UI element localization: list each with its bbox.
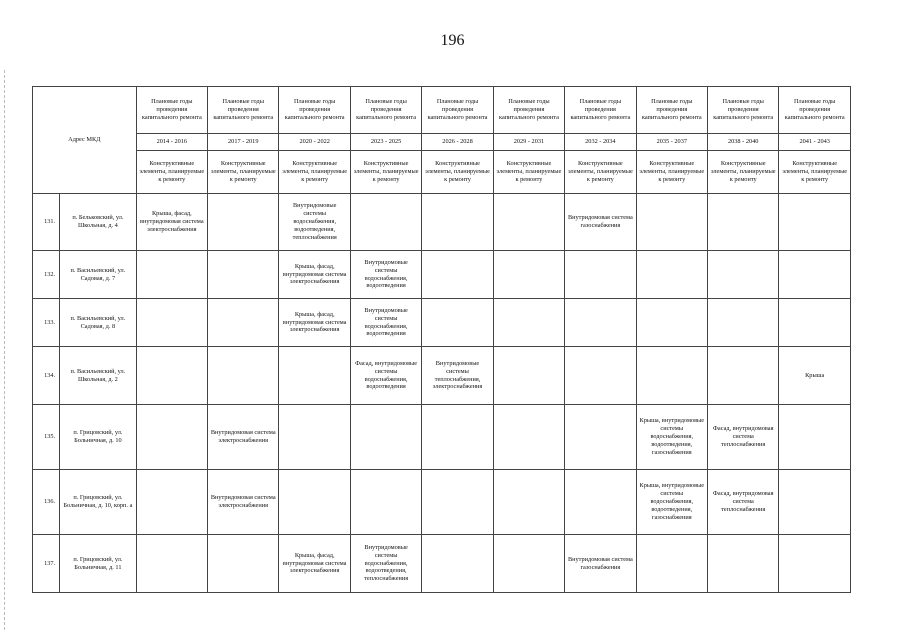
period-1: 2014 - 2016	[136, 134, 207, 151]
repair-cell-2035-2037	[636, 347, 707, 405]
repair-cell-2026-2028	[422, 535, 493, 593]
repair-cell-2041-2043	[779, 405, 851, 470]
repair-cell-2029-2031	[493, 347, 564, 405]
table-row	[33, 251, 851, 299]
period-9: 2038 - 2040	[708, 134, 779, 151]
years-caption-2: Плановые годы проведения капитального ремонта	[208, 87, 279, 134]
years-caption-6: Плановые годы проведения капитального ремонта	[493, 87, 564, 134]
table-row	[33, 194, 851, 251]
row-address: п. Васильевский, ул. Садовая, д. 7	[60, 251, 136, 299]
repair-cell-2038-2040	[708, 347, 779, 405]
repair-cell-2041-2043	[779, 535, 851, 593]
repair-cell-2038-2040: Фасад, внутридомовая система теплоснабжения	[708, 405, 779, 470]
repair-cell-2038-2040	[708, 251, 779, 299]
repair-cell-2023-2025	[350, 405, 421, 470]
repair-cell-2017-2019	[208, 535, 279, 593]
row-number: 131.	[33, 194, 60, 251]
repair-cell-2023-2025: Фасад, внутридомовые системы водоснабжения, водоотведения	[350, 347, 421, 405]
repair-cell-2014-2016	[136, 470, 207, 535]
repair-cell-2029-2031	[493, 535, 564, 593]
repair-cell-2038-2040	[708, 194, 779, 251]
table-row	[33, 347, 851, 405]
repair-cell-2032-2034: Внутридомовая система газоснабжения	[565, 535, 636, 593]
repair-cell-2041-2043	[779, 299, 851, 347]
elements-caption-3: Конструктивные элементы, планируемые к ремонту	[279, 151, 350, 194]
row-address: п. Грицовский, ул. Больничная, д. 10, корп. а	[60, 470, 136, 535]
years-caption-4: Плановые годы проведения капитального ремонта	[350, 87, 421, 134]
period-3: 2020 - 2022	[279, 134, 350, 151]
repair-cell-2014-2016	[136, 405, 207, 470]
table-header	[33, 87, 851, 194]
years-caption-7: Плановые годы проведения капитального ремонта	[565, 87, 636, 134]
repair-cell-2026-2028	[422, 470, 493, 535]
repair-cell-2020-2022	[279, 405, 350, 470]
repair-cell-2014-2016	[136, 535, 207, 593]
repair-cell-2014-2016	[136, 347, 207, 405]
repair-cell-2014-2016	[136, 299, 207, 347]
repair-cell-2026-2028: Внутридомовые системы теплоснабжения, электроснабжения	[422, 347, 493, 405]
table-row	[33, 299, 851, 347]
repair-cell-2041-2043: Крыша	[779, 347, 851, 405]
elements-caption-5: Конструктивные элементы, планируемые к ремонту	[422, 151, 493, 194]
repair-cell-2029-2031	[493, 405, 564, 470]
years-caption-3: Плановые годы проведения капитального ремонта	[279, 87, 350, 134]
repair-cell-2029-2031	[493, 251, 564, 299]
repair-cell-2017-2019	[208, 347, 279, 405]
capital-repair-table	[32, 86, 851, 593]
row-address: п. Бельковский, ул. Школьная, д. 4	[60, 194, 136, 251]
repair-cell-2038-2040	[708, 535, 779, 593]
period-4: 2023 - 2025	[350, 134, 421, 151]
repair-cell-2020-2022: Крыша, фасад, внутридомовая система электроснабжения	[279, 299, 350, 347]
repair-cell-2017-2019: Внутридомовая система электроснабжения	[208, 405, 279, 470]
repair-cell-2020-2022: Внутридомовые системы водоснабжения, водоотведения, теплоснабжения	[279, 194, 350, 251]
repair-cell-2035-2037	[636, 535, 707, 593]
elements-caption-1: Конструктивные элементы, планируемые к ремонту	[136, 151, 207, 194]
repair-cell-2041-2043	[779, 251, 851, 299]
row-number: 134.	[33, 347, 60, 405]
row-number: 132.	[33, 251, 60, 299]
repair-cell-2035-2037: Крыша, внутридомовые системы водоснабжения, водоотведения, газоснабжения	[636, 405, 707, 470]
repair-cell-2035-2037	[636, 299, 707, 347]
period-10: 2041 - 2043	[779, 134, 851, 151]
row-address: п. Грицовский, ул. Больничная, д. 11	[60, 535, 136, 593]
years-caption-10: Плановые годы проведения капитального ремонта	[779, 87, 851, 134]
repair-cell-2023-2025	[350, 470, 421, 535]
period-5: 2026 - 2028	[422, 134, 493, 151]
elements-caption-9: Конструктивные элементы, планируемые к ремонту	[708, 151, 779, 194]
repair-cell-2029-2031	[493, 194, 564, 251]
row-number: 135.	[33, 405, 60, 470]
repair-cell-2026-2028	[422, 405, 493, 470]
repair-cell-2020-2022	[279, 347, 350, 405]
repair-cell-2020-2022: Крыша, фасад, внутридомовая система электроснабжения	[279, 251, 350, 299]
row-address: п. Васильевский, ул. Садовая, д. 8	[60, 299, 136, 347]
repair-cell-2032-2034	[565, 470, 636, 535]
repair-cell-2023-2025: Внутридомовые системы водоснабжения, водоотведения	[350, 251, 421, 299]
repair-cell-2032-2034	[565, 405, 636, 470]
repair-cell-2038-2040	[708, 299, 779, 347]
years-caption-5: Плановые годы проведения капитального ремонта	[422, 87, 493, 134]
repair-cell-2032-2034	[565, 299, 636, 347]
repair-cell-2035-2037	[636, 194, 707, 251]
address-header: Адрес МКД	[33, 87, 137, 194]
repair-cell-2026-2028	[422, 299, 493, 347]
elements-caption-2: Конструктивные элементы, планируемые к ремонту	[208, 151, 279, 194]
row-number: 133.	[33, 299, 60, 347]
elements-caption-7: Конструктивные элементы, планируемые к ремонту	[565, 151, 636, 194]
table-body	[33, 194, 851, 593]
row-address: п. Грицовский, ул. Больничная, д. 10	[60, 405, 136, 470]
period-8: 2035 - 2037	[636, 134, 707, 151]
repair-cell-2035-2037	[636, 251, 707, 299]
repair-cell-2032-2034	[565, 251, 636, 299]
repair-cell-2017-2019	[208, 251, 279, 299]
years-caption-9: Плановые годы проведения капитального ремонта	[708, 87, 779, 134]
repair-cell-2020-2022	[279, 470, 350, 535]
repair-cell-2032-2034	[565, 347, 636, 405]
elements-caption-10: Конструктивные элементы, планируемые к ремонту	[779, 151, 851, 194]
repair-cell-2020-2022: Крыша, фасад, внутридомовая система электроснабжения	[279, 535, 350, 593]
elements-caption-4: Конструктивные элементы, планируемые к ремонту	[350, 151, 421, 194]
repair-cell-2014-2016: Крыша, фасад, внутридомовая система электроснабжения	[136, 194, 207, 251]
binding-margin-line	[4, 70, 5, 630]
period-7: 2032 - 2034	[565, 134, 636, 151]
repair-cell-2023-2025: Внутридомовые системы водоснабжения, водоотведения	[350, 299, 421, 347]
period-2: 2017 - 2019	[208, 134, 279, 151]
table-row	[33, 470, 851, 535]
years-caption-8: Плановые годы проведения капитального ремонта	[636, 87, 707, 134]
repair-cell-2023-2025	[350, 194, 421, 251]
repair-cell-2038-2040: Фасад, внутридомовая система теплоснабжения	[708, 470, 779, 535]
row-number: 136.	[33, 470, 60, 535]
repair-cell-2026-2028	[422, 251, 493, 299]
repair-cell-2014-2016	[136, 251, 207, 299]
elements-caption-8: Конструктивные элементы, планируемые к ремонту	[636, 151, 707, 194]
repair-cell-2017-2019	[208, 194, 279, 251]
repair-cell-2029-2031	[493, 299, 564, 347]
years-caption-1: Плановые годы проведения капитального ремонта	[136, 87, 207, 134]
elements-caption-6: Конструктивные элементы, планируемые к ремонту	[493, 151, 564, 194]
repair-cell-2032-2034: Внутридомовая система газоснабжения	[565, 194, 636, 251]
table-row	[33, 405, 851, 470]
repair-cell-2029-2031	[493, 470, 564, 535]
period-6: 2029 - 2031	[493, 134, 564, 151]
row-number: 137.	[33, 535, 60, 593]
repair-cell-2023-2025: Внутридомовые системы водоснабжения, водоотведения, теплоснабжения	[350, 535, 421, 593]
row-address: п. Васильевский, ул. Школьная, д. 2	[60, 347, 136, 405]
page-number: 196	[440, 32, 465, 49]
repair-cell-2035-2037: Крыша, внутридомовые системы водоснабжения, водоотведения, газоснабжения	[636, 470, 707, 535]
table-row	[33, 535, 851, 593]
repair-cell-2026-2028	[422, 194, 493, 251]
repair-cell-2017-2019: Внутридомовая система электроснабжения	[208, 470, 279, 535]
repair-cell-2041-2043	[779, 194, 851, 251]
repair-cell-2041-2043	[779, 470, 851, 535]
repair-cell-2017-2019	[208, 299, 279, 347]
